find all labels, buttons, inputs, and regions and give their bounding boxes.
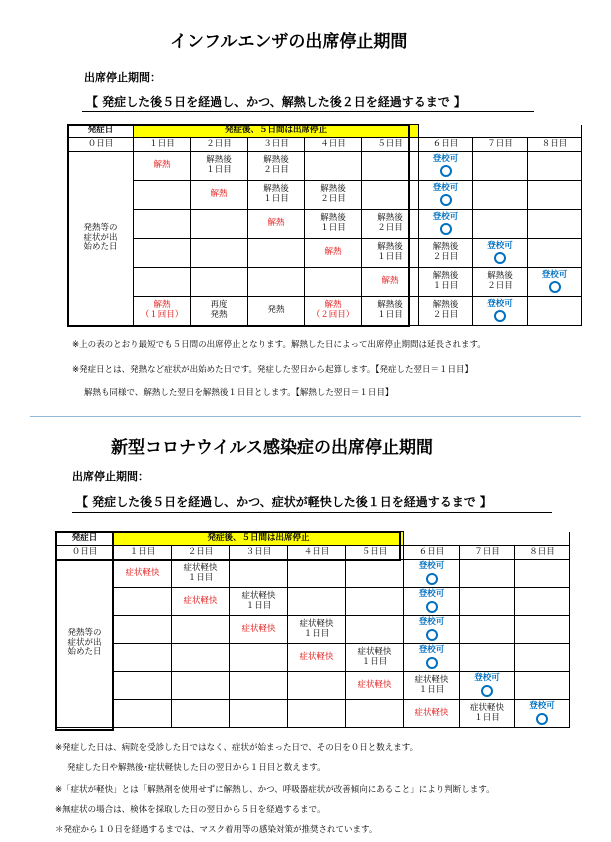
ok-cell: 登校可: [419, 210, 473, 239]
day-header: ２日目: [172, 546, 230, 560]
row-label: 発熱等の 症状が出 始めた日: [56, 560, 114, 728]
day-header: ４日目: [288, 546, 346, 560]
day-header: ５日目: [362, 138, 419, 152]
day-header: ４日目: [305, 138, 362, 152]
circle-icon: [440, 194, 452, 206]
ok-cell: 登校可: [404, 560, 460, 588]
circle-icon: [440, 223, 452, 235]
ok-cell: 登校可: [419, 152, 473, 181]
covid-note: ※無症状の場合は、検体を採取した日の翌日から５日を経過するまで。: [55, 805, 326, 815]
circle-icon: [426, 601, 438, 613]
covid-title: 新型コロナウイルス感染症の出席停止期間: [111, 438, 433, 458]
after-cell: 解熱後 ２日目: [473, 268, 528, 297]
ok-cell: 登校可: [528, 268, 582, 297]
after-cell: 解熱後 ２日目: [305, 181, 362, 210]
fever-first-cell: 解熱 （１回目）: [134, 297, 191, 326]
after-cell: 症状軽快 １日目: [460, 700, 515, 728]
influenza-note: ※発症日とは、発熱など症状が出始めた日です。発症した翌日から起算します。【発症した翌日＝１日目】: [72, 365, 474, 375]
relief-cell: 症状軽快: [230, 616, 288, 644]
header-onset: 発症日: [56, 532, 114, 546]
after-cell: 解熱後 ２日目: [248, 152, 305, 181]
after-cell: 症状軽快 １日目: [288, 616, 346, 644]
after-cell: 症状軽快 １日目: [172, 560, 230, 588]
influenza-note: ※上の表のとおり最短でも５日間の出席停止となります。解熱した日によって出席停止期間は延長されます。: [72, 340, 486, 350]
fever-down-cell: 解熱: [305, 239, 362, 268]
after-cell: 解熱後 １日目: [362, 239, 419, 268]
day-header: ７日目: [473, 138, 528, 152]
after-cell: 解熱後 １日目: [191, 152, 248, 181]
after-cell: 解熱後 １日目: [362, 297, 419, 326]
circle-icon: [426, 657, 438, 669]
header-span: 発症後、５日間は出席停止: [134, 125, 419, 138]
ok-cell: 登校可: [419, 181, 473, 210]
day-header: ５日目: [346, 546, 404, 560]
relief-cell: 症状軽快: [114, 560, 172, 588]
day-header: ０日目: [68, 138, 134, 152]
day-header: ２日目: [191, 138, 248, 152]
after-cell: 解熱後 ２日目: [419, 239, 473, 268]
fever-down-cell: 解熱: [191, 181, 248, 210]
header-onset: 発症日: [68, 125, 134, 138]
ok-cell: 登校可: [404, 588, 460, 616]
influenza-table: [67, 124, 582, 326]
ok-cell: 登校可: [473, 239, 528, 268]
after-cell: 解熱後 ２日目: [362, 210, 419, 239]
circle-icon: [440, 165, 452, 177]
header-span: 発症後、５日間は出席停止: [114, 532, 404, 546]
relief-cell: 症状軽快: [346, 672, 404, 700]
circle-icon: [536, 713, 548, 725]
day-header: ３日目: [230, 546, 288, 560]
ok-cell: 登校可: [404, 616, 460, 644]
refever-cell: 再度 発熱: [191, 297, 248, 326]
after-cell: 解熱後 １日目: [419, 268, 473, 297]
covid-rule-underline: [72, 512, 552, 513]
circle-icon: [481, 685, 493, 697]
relief-cell: 症状軽快: [404, 700, 460, 728]
covid-note: ＊発症から１０日を経過するまでは、マスク着用等の感染対策が推奨されています。: [55, 825, 378, 835]
influenza-period-label: 出席停止期間：: [84, 71, 161, 84]
covid-note: 発症した日や解熱後･症状軽快した日の翌日から１日目と数えます。: [67, 763, 326, 773]
day-header: ６日目: [404, 546, 460, 560]
fever-down-cell: 解熱: [248, 210, 305, 239]
circle-icon: [494, 310, 506, 322]
circle-icon: [426, 629, 438, 641]
covid-period-label: 出席停止期間：: [72, 470, 149, 483]
fever-down-cell: 解熱: [134, 152, 191, 181]
day-header: ７日目: [460, 546, 515, 560]
relief-cell: 症状軽快: [172, 588, 230, 616]
covid-table: [55, 531, 570, 728]
covid-note: ※発症した日は、病院を受診した日ではなく、症状が始まった日で、その日を０日と数えます。: [55, 743, 419, 753]
ok-cell: 登校可: [404, 644, 460, 672]
influenza-note: 解熱も同様で、解熱した翌日を解熱後１日目とします。【解熱した翌日＝１日目】: [84, 388, 394, 398]
relief-cell: 症状軽快: [288, 644, 346, 672]
fever-cell: 発熱: [248, 297, 305, 326]
day-header: １日目: [134, 138, 191, 152]
fever-down-cell: 解熱: [362, 268, 419, 297]
influenza-rule: 【 発症した後５日を経過し、かつ、解熱した後２日を経過するまで 】: [86, 95, 466, 109]
fever-second-cell: 解熱 （２回目）: [305, 297, 362, 326]
after-cell: 症状軽快 １日目: [346, 644, 404, 672]
circle-icon: [494, 252, 506, 264]
day-header: ３日目: [248, 138, 305, 152]
after-cell: 解熱後 ２日目: [419, 297, 473, 326]
ok-cell: 登校可: [460, 672, 515, 700]
day-header: ８日目: [528, 138, 582, 152]
covid-rule: 【 発症した後５日を経過し、かつ、症状が軽快した後１日を経過するまで 】: [76, 495, 492, 509]
covid-note: ※「症状が軽快」とは「解熱剤を使用せずに解熱し、かつ、呼吸器症状が改善傾向にあること」により判断します。: [55, 785, 495, 795]
after-cell: 症状軽快 １日目: [404, 672, 460, 700]
day-header: １日目: [114, 546, 172, 560]
day-header: ０日目: [56, 546, 114, 560]
after-cell: 解熱後 １日目: [248, 181, 305, 210]
after-cell: 症状軽快 １日目: [230, 588, 288, 616]
circle-icon: [549, 281, 561, 293]
day-header: ８日目: [515, 546, 570, 560]
section-divider: [30, 416, 581, 417]
influenza-rule-underline: [82, 111, 534, 112]
ok-cell: 登校可: [473, 297, 528, 326]
day-header: ６日目: [419, 138, 473, 152]
circle-icon: [426, 573, 438, 585]
after-cell: 解熱後 １日目: [305, 210, 362, 239]
influenza-title: インフルエンザの出席停止期間: [170, 32, 408, 52]
row-label: 発熱等の 症状が出 始めた日: [68, 152, 134, 326]
ok-cell: 登校可: [515, 700, 570, 728]
